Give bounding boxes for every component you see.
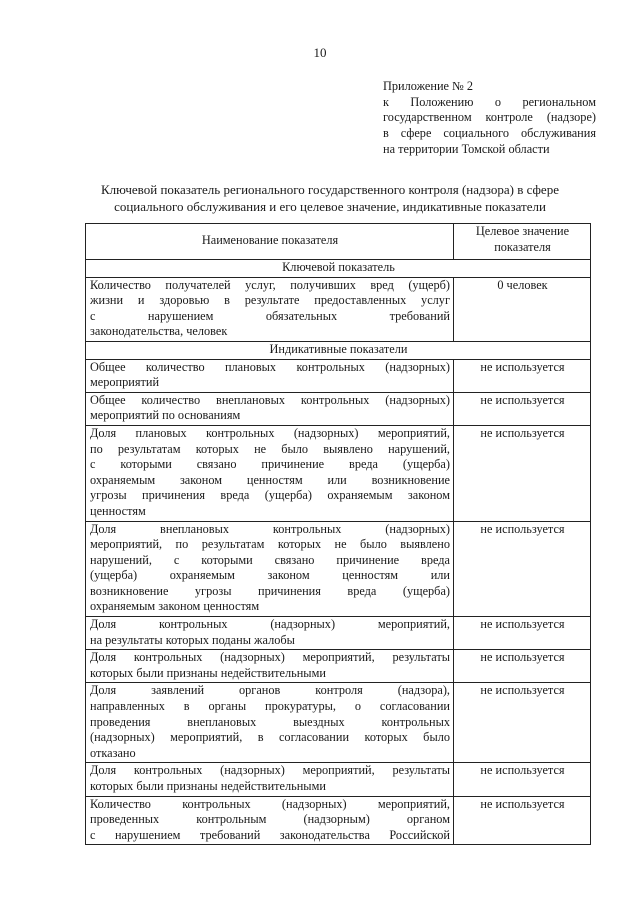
indicators-table bbox=[85, 223, 591, 845]
indicator-line: Доля заявлений органов контроля (надзора), bbox=[90, 683, 450, 698]
table-row bbox=[86, 796, 591, 845]
appendix-line: Приложение № 2 bbox=[383, 79, 474, 93]
table-row bbox=[86, 617, 591, 650]
indicator-line: с нарушением обязательных требований bbox=[90, 308, 450, 323]
indicator-name-cell bbox=[86, 617, 454, 650]
indicator-line: по результатам которых не было выявлено нарушений, bbox=[90, 441, 450, 456]
indicator-line: мероприятий bbox=[90, 375, 160, 390]
table-row bbox=[86, 359, 591, 392]
indicator-name-cell bbox=[86, 392, 454, 425]
indicator-value-cell: не используется bbox=[454, 359, 591, 392]
indicator-line: охраняемым законом ценностям bbox=[90, 599, 260, 614]
indicator-value-cell: не используется bbox=[454, 683, 591, 763]
indicator-line: Доля контрольных (надзорных) мероприятий, результаты bbox=[90, 650, 450, 665]
indicator-line: с которыми связано причинение вреда (ущерба) bbox=[90, 457, 450, 472]
header-target-cell bbox=[454, 224, 591, 260]
header-target-line: Целевое значение bbox=[475, 224, 570, 238]
indicator-line: Количество контрольных (надзорных) мероприятий, bbox=[90, 796, 450, 811]
indicator-name-cell bbox=[86, 763, 454, 796]
table-row bbox=[86, 683, 591, 763]
indicator-line: отказано bbox=[90, 745, 136, 760]
indicator-line: жизни и здоровью в результате предоставленных услуг bbox=[90, 293, 450, 308]
indicator-line: Доля контрольных (надзорных) мероприятий, результаты bbox=[90, 763, 450, 778]
document-title bbox=[80, 181, 580, 215]
indicator-line: проведенных контрольным (надзорным) органом bbox=[90, 812, 450, 827]
table-row bbox=[86, 392, 591, 425]
table-row bbox=[86, 425, 591, 521]
indicator-name-cell bbox=[86, 683, 454, 763]
indicator-line: проведения внеплановых выездных контрольных bbox=[90, 714, 450, 729]
indicator-value-cell: не используется bbox=[454, 521, 591, 617]
indicator-line: Общее количество плановых контрольных (надзорных) bbox=[90, 359, 450, 374]
indicator-line: которых были признаны недействительными bbox=[90, 665, 326, 680]
table-row bbox=[86, 521, 591, 617]
indicator-name-cell bbox=[86, 277, 454, 341]
indicator-line: мероприятий, по результатам которых не было выявлено bbox=[90, 537, 450, 552]
indicator-line: Количество получателей услуг, получивших вред (ущерб) bbox=[90, 277, 450, 292]
title-line: Ключевой показатель регионального государственного контроля (надзора) в сфере bbox=[101, 182, 559, 197]
appendix-block bbox=[383, 79, 596, 158]
indicator-name-cell bbox=[86, 796, 454, 845]
table-header-row bbox=[86, 224, 591, 260]
indicator-value-cell: не используется bbox=[454, 617, 591, 650]
indicator-line: Доля внеплановых контрольных (надзорных) bbox=[90, 521, 450, 536]
appendix-line: к Положению о региональном bbox=[383, 94, 596, 109]
header-name-cell: Наименование показателя bbox=[86, 224, 454, 260]
indicative-section-heading: Индикативные показатели bbox=[86, 341, 591, 359]
appendix-line: государственном контроле (надзоре) bbox=[383, 110, 596, 125]
indicator-name-cell bbox=[86, 521, 454, 617]
indicator-line: охраняемым законом ценностям или возникновение bbox=[90, 472, 450, 487]
section-row bbox=[86, 260, 591, 278]
indicator-line: Доля контрольных (надзорных) мероприятий, bbox=[90, 617, 450, 632]
indicator-line: нарушений, с которыми связано причинение вреда bbox=[90, 552, 450, 567]
indicator-line: мероприятий по основаниям bbox=[90, 408, 241, 423]
table-row bbox=[86, 650, 591, 683]
indicator-line: направленных в органы прокуратуры, о согласовании bbox=[90, 699, 450, 714]
indicator-line: ценностям bbox=[90, 503, 146, 518]
section-row bbox=[86, 341, 591, 359]
indicator-line: законодательства, человек bbox=[90, 324, 228, 339]
indicator-value-cell: не используется bbox=[454, 650, 591, 683]
header-target-line: показателя bbox=[494, 239, 551, 254]
indicator-line: с нарушением требований законодательства Российской bbox=[90, 827, 450, 842]
indicator-value-cell: не используется bbox=[454, 392, 591, 425]
indicator-value-cell: 0 человек bbox=[454, 277, 591, 341]
indicator-line: (ущерба) охраняемым законом ценностям или bbox=[90, 568, 450, 583]
indicator-line: которых были признаны недействительными bbox=[90, 779, 326, 793]
indicator-name-cell bbox=[86, 359, 454, 392]
indicator-value-cell: не используется bbox=[454, 796, 591, 845]
indicator-line: (надзорных) мероприятий, в согласовании которых было bbox=[90, 730, 450, 745]
indicator-name-cell bbox=[86, 425, 454, 521]
appendix-line: на территории Томской области bbox=[383, 141, 550, 156]
title-line: социального обслуживания и его целевое значение, индикативные показатели bbox=[114, 199, 546, 214]
key-section-heading: Ключевой показатель bbox=[86, 260, 591, 278]
indicator-line: угрозы причинения вреда (ущерба) охраняемым законом bbox=[90, 488, 450, 503]
indicator-line: на результаты которых поданы жалобы bbox=[90, 632, 295, 647]
appendix-line: в сфере социального обслуживания bbox=[383, 126, 596, 141]
page-number: 10 bbox=[313, 45, 327, 60]
indicator-line: Доля плановых контрольных (надзорных) мероприятий, bbox=[90, 425, 450, 440]
table-row bbox=[86, 277, 591, 341]
indicator-name-cell bbox=[86, 650, 454, 683]
indicator-value-cell: не используется bbox=[454, 763, 591, 796]
table-row bbox=[86, 763, 591, 796]
indicator-line: возникновение угрозы причинения вреда (ущерба) bbox=[90, 583, 450, 598]
indicator-value-cell: не используется bbox=[454, 425, 591, 521]
indicator-line: Общее количество внеплановых контрольных (надзорных) bbox=[90, 392, 450, 407]
